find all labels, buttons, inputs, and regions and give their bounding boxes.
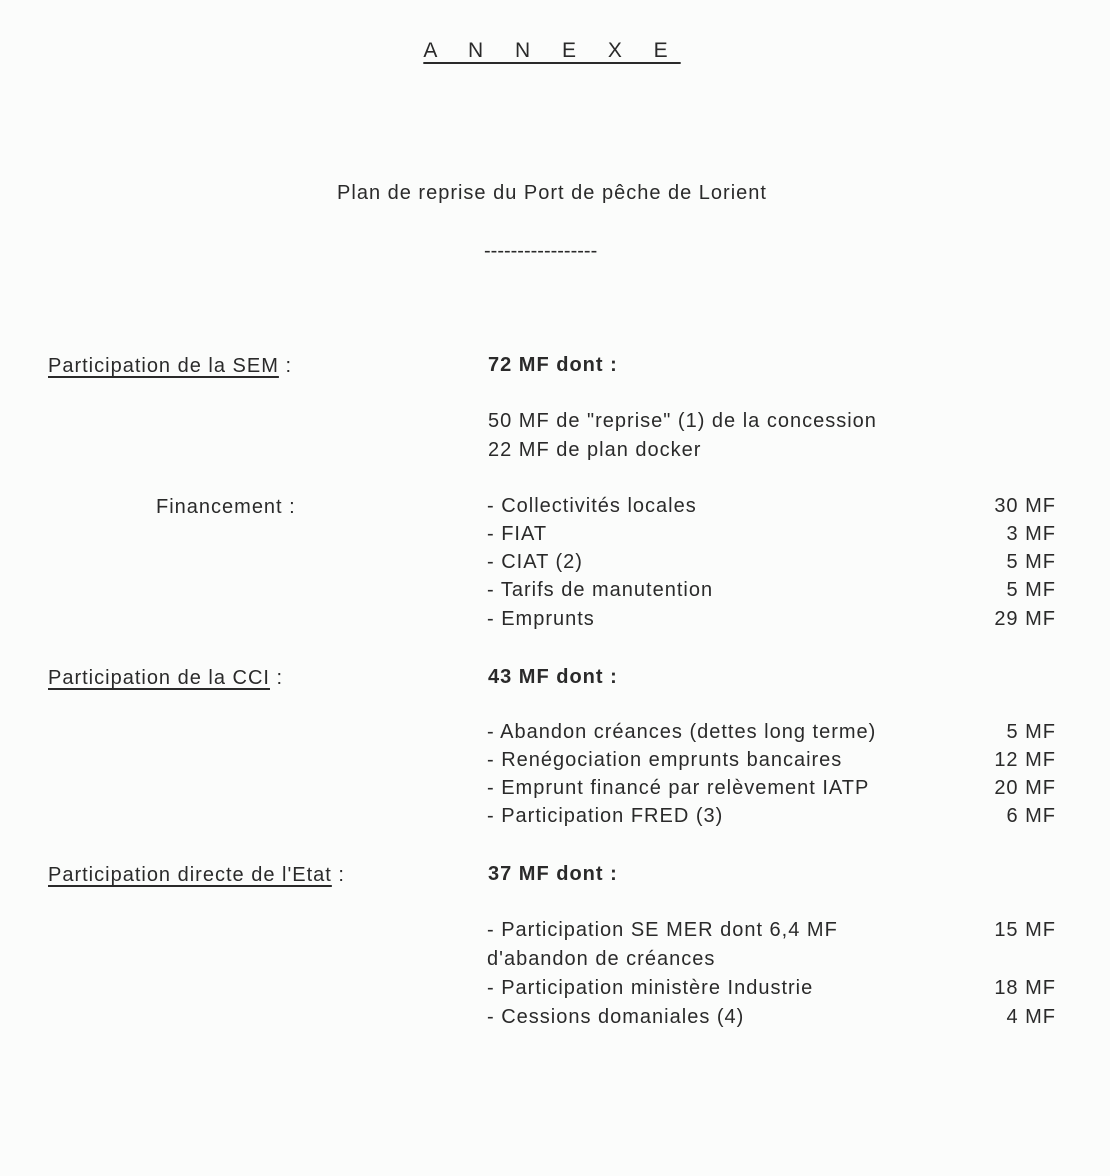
sem-detail-line: 22 MF de plan docker xyxy=(488,439,702,461)
cci-item-label: - Abandon créances (dettes long terme) xyxy=(487,721,877,743)
cci-item-amount: 12 MF xyxy=(994,749,1056,771)
sem-item-amount: 29 MF xyxy=(994,608,1056,630)
financement-label: Financement : xyxy=(156,496,296,518)
sem-item-label: - Collectivités locales xyxy=(487,495,697,517)
etat-total: 37 MF dont : xyxy=(488,863,618,885)
separator-rule: ----------------- xyxy=(484,240,598,262)
cci-item-amount: 20 MF xyxy=(994,777,1056,799)
cci-item-amount: 5 MF xyxy=(1006,721,1056,743)
sem-item-label: - CIAT (2) xyxy=(487,551,583,573)
sem-detail-line: 50 MF de "reprise" (1) de la concession xyxy=(488,410,877,432)
cci-label-text: Participation de la CCI xyxy=(48,667,270,689)
etat-label-text: Participation directe de l'Etat xyxy=(48,864,332,886)
sem-item-amount: 5 MF xyxy=(1006,579,1056,601)
sem-item-amount: 30 MF xyxy=(994,495,1056,517)
sem-item-label: - Emprunts xyxy=(487,608,595,630)
sem-label-text: Participation de la SEM xyxy=(48,355,279,377)
sem-item-amount: 5 MF xyxy=(1006,551,1056,573)
cci-item-amount: 6 MF xyxy=(1006,805,1056,827)
etat-item-label: - Participation ministère Industrie xyxy=(487,977,814,999)
sem-item-label: - FIAT xyxy=(487,523,548,545)
cci-item-label: - Participation FRED (3) xyxy=(487,805,724,827)
sem-section-label: Participation de la SEM : xyxy=(48,355,293,377)
etat-section-label: Participation directe de l'Etat : xyxy=(48,864,345,886)
etat-item-label: - Participation SE MER dont 6,4 MF xyxy=(487,919,838,941)
cci-item-label: - Emprunt financé par relèvement IATP xyxy=(487,777,870,799)
sem-item-label: - Tarifs de manutention xyxy=(487,579,714,601)
document-subtitle: Plan de reprise du Port de pêche de Lorient xyxy=(337,182,767,204)
etat-item-label-continued: d'abandon de créances xyxy=(487,948,716,970)
cci-section-label: Participation de la CCI : xyxy=(48,667,284,689)
cci-item-label: - Renégociation emprunts bancaires xyxy=(487,749,843,771)
sem-item-amount: 3 MF xyxy=(1006,523,1056,545)
annex-title: A N N E X E xyxy=(423,39,681,62)
etat-item-amount: 15 MF xyxy=(994,919,1056,941)
sem-total: 72 MF dont : xyxy=(488,354,618,376)
etat-item-amount: 18 MF xyxy=(994,977,1056,999)
etat-item-amount: 4 MF xyxy=(1006,1006,1056,1028)
etat-item-label: - Cessions domaniales (4) xyxy=(487,1006,745,1028)
cci-total: 43 MF dont : xyxy=(488,666,618,688)
